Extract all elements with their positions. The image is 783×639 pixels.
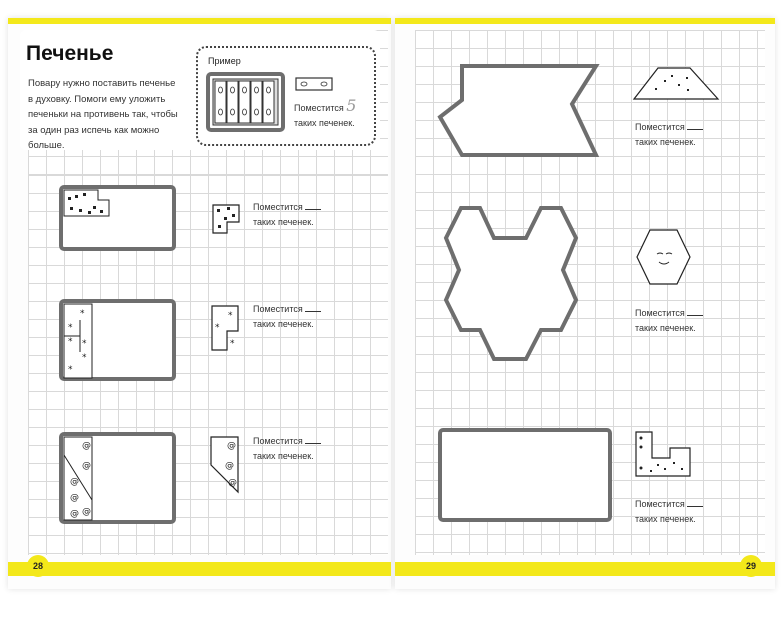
answer-blank[interactable] (687, 506, 703, 507)
page-number: 29 (740, 555, 762, 577)
svg-text:*: * (228, 311, 233, 321)
fit-text: Поместится таких печенек. (635, 497, 703, 527)
svg-text:*: * (68, 365, 73, 375)
page-title: Печенье (26, 42, 114, 65)
example-fit-text: Поместится 5 таких печенек. (294, 96, 357, 128)
svg-text:@: @ (70, 509, 79, 519)
fit-text: Поместится таких печенек. (253, 302, 321, 332)
example-answer: 5 (346, 96, 357, 115)
svg-text:@: @ (228, 478, 237, 488)
svg-text:@: @ (225, 461, 234, 471)
bottom-band (395, 562, 775, 576)
fit-text: Поместится таких печенек. (635, 306, 703, 336)
svg-text:*: * (68, 337, 73, 347)
baking-tray (440, 66, 596, 155)
svg-text:*: * (82, 353, 87, 363)
svg-text:@: @ (82, 441, 91, 451)
cookie-shape (637, 230, 690, 284)
svg-text:@: @ (227, 441, 236, 451)
svg-text:*: * (215, 323, 220, 333)
cookie-shape (634, 68, 718, 99)
svg-text:*: * (82, 339, 87, 349)
fit-text: Поместится таких печенек. (253, 200, 321, 230)
answer-blank[interactable] (687, 315, 703, 316)
bottom-band (8, 562, 391, 576)
fit-text: Поместится таких печенек. (635, 120, 703, 150)
svg-text:@: @ (70, 477, 79, 487)
svg-text:@: @ (70, 493, 79, 503)
example-label: Пример (208, 56, 241, 66)
svg-text:*: * (68, 323, 73, 333)
instruction-text: Повару нужно поставить печенье в духовку. Помоги ему уложить печеньки на противень так, чтобы за один раз испечь как можно больше. (28, 78, 178, 151)
svg-text:@: @ (82, 507, 91, 517)
page-number: 28 (27, 555, 49, 577)
svg-text:*: * (230, 339, 235, 349)
svg-text:*: * (80, 309, 85, 319)
fit-text: Поместится таких печенек. (253, 434, 321, 464)
svg-text:@: @ (82, 461, 91, 471)
baking-tray (446, 208, 576, 359)
answer-blank[interactable] (687, 129, 703, 130)
baking-tray (440, 430, 610, 520)
